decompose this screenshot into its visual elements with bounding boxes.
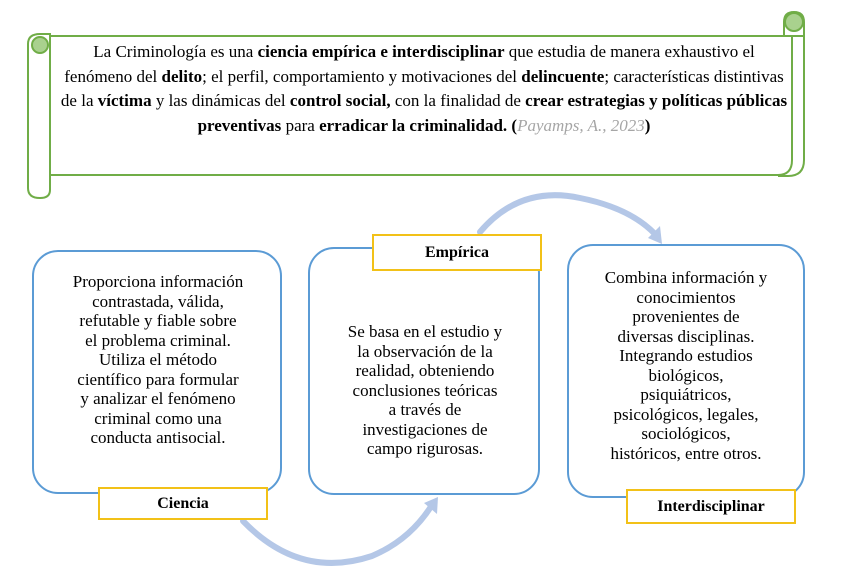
scroll-right-fold [785,13,803,31]
definition-segment: y las dinámicas del [151,91,290,110]
definition-segment: con la finalidad de [390,91,526,110]
citation: Payamps, A., 2023 [517,115,645,135]
card-line: conocimientos [636,287,736,307]
label-ciencia: Ciencia [98,487,268,520]
card-line: sociológicos, [641,424,731,443]
card-line: Se basa en el estudio y [347,322,503,341]
definition-segment: La Criminología es una [93,42,258,61]
card-line: provenientes de [632,307,740,326]
card-line: históricos, entre otros. [610,443,762,463]
definition-segment: víctima [97,91,152,110]
definition-segment: delincuente [521,66,605,86]
definition-segment: ) [644,115,651,135]
definition-segment: ; características distintivas de la [60,66,784,110]
definition-segment: control social, [289,91,391,110]
card-line: realidad, obteniendo [355,361,495,380]
definition-segment: que estudia de manera exhaustivo el fenómeno del [64,42,755,86]
card-line: a través de [388,400,462,419]
card-line: psicológicos, legales, [613,404,759,424]
definition-segment: delito [161,66,203,86]
card-line: investigaciones de [362,419,488,439]
card-line: Utiliza el método [98,350,218,369]
definition-segment: crear estrategias y políticas públicas preventivas [197,91,788,135]
card-ciencia-text [40,272,276,448]
card-line: la observación de la [357,341,493,361]
card-line: Integrando estudios [619,346,753,365]
definition-segment: ; el perfil, comportamiento y motivaciones del [202,66,522,86]
card-line: Combina información y [604,268,768,287]
card-interdisciplinar-text [574,268,798,463]
card-line: y analizar el fenómeno [80,389,236,408]
card-line: científico para formular [77,369,239,389]
card-empirica-text [316,322,534,459]
card-line: refutable y fiable sobre [79,311,237,330]
arrow-ciencia-to-empirica [243,505,432,563]
card-line: biológicos, [648,365,724,385]
card-line: conducta antisocial. [90,428,226,447]
card-line: contrastada, válida, [92,291,224,311]
card-line: diversas disciplinas. [617,326,755,346]
label-interdisciplinar: Interdisciplinar [626,489,796,524]
definition-text [58,40,790,138]
definition-segment: ciencia empírica e interdisciplinar [257,42,505,61]
card-line: el problema criminal. [85,330,231,350]
definition-segment: ( [507,115,518,135]
label-empirica: Empírica [372,234,542,271]
card-line: campo rigurosas. [366,439,484,458]
scroll-left-fold [32,37,48,53]
definition-segment: para [281,115,320,135]
card-line: psiquiátricos, [640,385,732,404]
card-line: conclusiones teóricas [352,380,498,400]
card-line: Proporciona información [72,272,244,291]
card-line: criminal como una [94,408,222,428]
definition-segment: erradicar la criminalidad. [319,115,508,135]
